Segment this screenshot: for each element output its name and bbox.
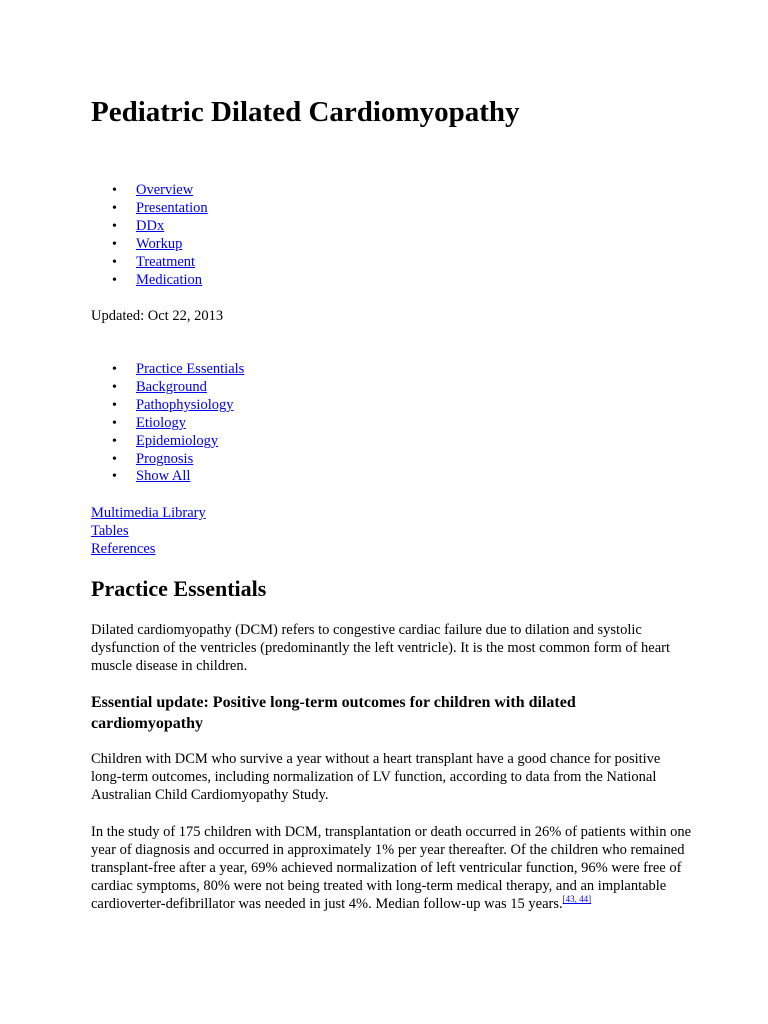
- nav-item-treatment: [110, 254, 208, 272]
- references-link[interactable]: References: [91, 541, 156, 557]
- nav-link-ddx[interactable]: DDx: [136, 217, 165, 234]
- nav-item-overview: [110, 182, 208, 200]
- essential-update-heading: Essential update: Positive long-term outcomes for children with dilated cardiomyopathy: [91, 694, 576, 732]
- resource-links: [91, 504, 206, 558]
- section-item-practice-essentials: [110, 361, 244, 379]
- section-link-show-all[interactable]: Show All: [136, 468, 191, 485]
- intro-paragraph: Dilated cardiomyopathy (DCM) refers to congestive cardiac failure due to dilation and systolic dysfunction of the ventricles (predominantly the left ventricle). It is the most common form of heart muscle disease in children.: [91, 622, 671, 674]
- citation-link[interactable]: [43, 44]: [562, 894, 592, 904]
- study-text: In the study of 175 children with DCM, transplantation or death occurred in 26% of patients within one year of diagnosis and occurred in approximately 1% per year thereafter. Of the children who remained transplant-free after a year, 69% achieved normalization of left ventricular function, 96% were free of cardiac symptoms, 80% were not being treated with long-term medical therapy, and an implantable cardioverter-defibrillator was needed in just 4%. Median follow-up was 15 years.: [91, 824, 692, 912]
- outcome-paragraph: Children with DCM who survive a year without a heart transplant have a good chance for positive long-term outcomes, including normalization of LV function, according to data from the National Australian Child Cardiomyopathy Study.: [91, 751, 661, 803]
- multimedia-library-link[interactable]: Multimedia Library: [91, 505, 206, 521]
- nav-item-ddx: [110, 218, 208, 236]
- nav-item-medication: [110, 272, 208, 290]
- updated-date: Updated: Oct 22, 2013: [91, 308, 224, 324]
- section-item-show-all: [110, 468, 244, 486]
- page-title: Pediatric Dilated Cardiomyopathy: [91, 96, 520, 128]
- section-link-practice-essentials[interactable]: Practice Essentials: [136, 361, 245, 377]
- section-link-pathophysiology[interactable]: Pathophysiology: [136, 396, 234, 413]
- nav-item-presentation: [110, 200, 208, 218]
- tables-link[interactable]: Tables: [91, 523, 129, 539]
- section-item-background: [110, 379, 244, 397]
- nav-link-treatment[interactable]: Treatment: [136, 253, 196, 270]
- section-nav-list: [110, 361, 244, 486]
- section-item-prognosis: [110, 451, 244, 469]
- section-item-etiology: [110, 415, 244, 433]
- section-link-background[interactable]: Background: [136, 378, 207, 395]
- nav-link-workup[interactable]: Workup: [136, 235, 183, 252]
- topic-nav-list: [110, 182, 208, 289]
- nav-link-presentation[interactable]: Presentation: [136, 199, 208, 216]
- section-item-epidemiology: [110, 433, 244, 451]
- section-heading: Practice Essentials: [91, 576, 267, 601]
- nav-link-overview[interactable]: Overview: [136, 182, 194, 198]
- section-item-pathophysiology: [110, 397, 244, 415]
- section-link-epidemiology[interactable]: Epidemiology: [136, 432, 219, 449]
- nav-link-medication[interactable]: Medication: [136, 271, 203, 288]
- study-paragraph: [91, 823, 691, 913]
- section-link-etiology[interactable]: Etiology: [136, 414, 186, 431]
- section-link-prognosis[interactable]: Prognosis: [136, 450, 194, 467]
- nav-item-workup: [110, 236, 208, 254]
